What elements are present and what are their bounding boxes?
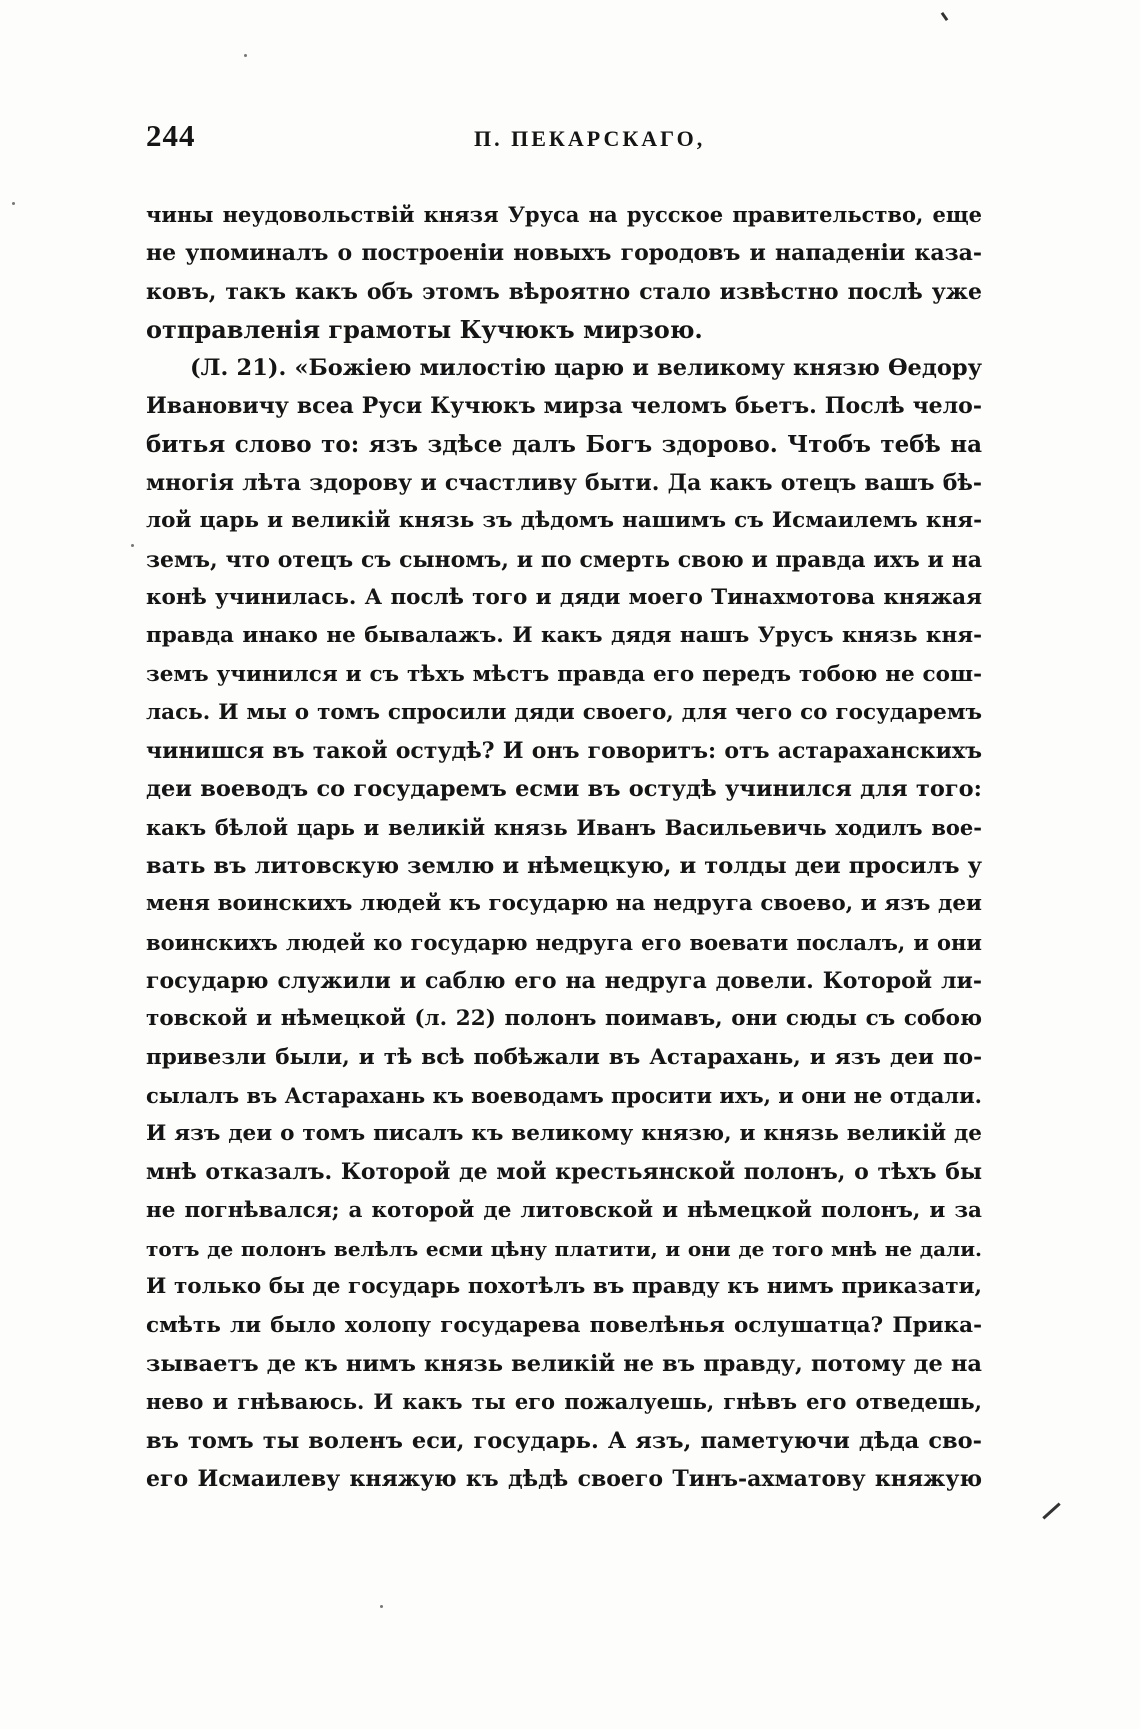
text-line: сылалъ въ Астарахань къ воеводамъ просити ихъ, и они не отдали. (146, 1082, 982, 1108)
text-line: мнѣ отказалъ. Которой де мой крестьянской полонъ, о тѣхъ бы (146, 1159, 982, 1186)
text-line: чинишся въ такой остудѣ? И онъ говоритъ: отъ астараханскихъ (146, 738, 982, 765)
text-line: не погнѣвался; а которой де литовской и нѣмецкой полонъ, и за (146, 1197, 982, 1223)
text-line: И язъ деи о томъ писалъ къ великому князю, и князь великій де (146, 1121, 982, 1147)
speck (244, 54, 247, 57)
text-line: какъ бѣлой царь и великій князь Иванъ Васильевичь ходилъ вое- (146, 814, 982, 840)
text-line: государю служили и саблю его на недруга довели. Которой ли- (146, 967, 982, 994)
text-line: нево и гнѣваюсь. И какъ ты его пожалуешь, гнѣвъ его отведешь, (146, 1389, 982, 1415)
ink-mark (941, 12, 949, 21)
text-line: воинскихъ людей ко государю недруга его воевати послалъ, и они (146, 929, 982, 955)
speck (12, 202, 15, 205)
text-line: вать въ литовскую землю и нѣмецкую, и толды деи просилъ у (146, 853, 982, 880)
text-line: И только бы де государь похотѣлъ въ правду къ нимъ приказати, (146, 1274, 982, 1300)
text-line: (Л. 21). «Божіею милостію царю и великому князю Ѳедору (190, 355, 982, 382)
body-text (146, 196, 982, 1498)
text-line: товской и нѣмецкой (л. 22) полонъ поимавъ, они сюды съ собою (146, 1006, 982, 1032)
text-line: привезли были, и тѣ всѣ побѣжали въ Астарахань, и язъ деи по- (146, 1044, 982, 1070)
text-line: многія лѣта здорову и счастливу быти. Да какъ отецъ вашъ бѣ- (146, 470, 982, 497)
text-line: его Исмаилеву княжую къ дѣдѣ своего Тинъ-ахматову княжую (146, 1465, 982, 1492)
text-line: чины неудовольствій князя Уруса на русское правительство, еще (146, 202, 982, 227)
text-line: отправленія грамоты Кучюкъ мирзою. (146, 314, 703, 344)
page-number: 244 (146, 118, 196, 153)
text-line: не упоминалъ о построеніи новыхъ городовъ и нападеніи каза- (146, 240, 982, 267)
running-head: П. ПЕКАРСКАГО, (474, 126, 706, 151)
text-line: въ томъ ты воленъ еси, государь. А язъ, паметуючи дѣда сво- (146, 1427, 982, 1454)
text-line: земъ учинился и съ тѣхъ мѣстъ правда его передъ тобою не сош- (146, 661, 982, 687)
text-line: зываетъ де къ нимъ князь великій не въ правду, потому де на (146, 1350, 982, 1377)
text-line: тотъ де полонъ велѣлъ есми цѣну платити, и они де того мнѣ не дали. (146, 1237, 982, 1262)
page-header (146, 118, 982, 158)
text-line: земъ, что отецъ съ сыномъ, и по смерть свою и правда ихъ и на (146, 546, 982, 573)
ink-mark (1042, 1503, 1060, 1520)
text-line: конѣ учинилась. А послѣ того и дяди моего Тинахмотова княжая (146, 584, 982, 610)
text-line: деи воеводъ со государемъ есми въ остудѣ учинился для того: (146, 776, 982, 803)
text-line: битья слово то: язъ здѣсе далъ Богъ здорово. Чтобъ тебѣ на (146, 430, 982, 458)
text-line: лась. И мы о томъ спросили дяди своего, для чего со государемъ (146, 699, 982, 725)
text-line: смѣть ли было холопу государева повелѣнья ослушатца? Прика- (146, 1312, 982, 1338)
speck (131, 544, 134, 547)
text-line: меня воинскихъ людей къ государю на недруга своево, и язъ деи (146, 891, 982, 917)
speck (380, 1605, 383, 1608)
text-line: лой царь и великій князь зъ дѣдомъ нашимъ съ Исмаилемъ кня- (146, 508, 982, 534)
text-line: Ивановичу всеа Руси Кучюкъ мирза челомъ бьетъ. Послѣ чело- (146, 393, 982, 420)
text-line: правда инако не бывалажъ. И какъ дядя нашъ Урусъ князь кня- (146, 623, 982, 649)
text-line: ковъ, такъ какъ объ этомъ вѣроятно стало извѣстно послѣ уже (146, 278, 982, 305)
